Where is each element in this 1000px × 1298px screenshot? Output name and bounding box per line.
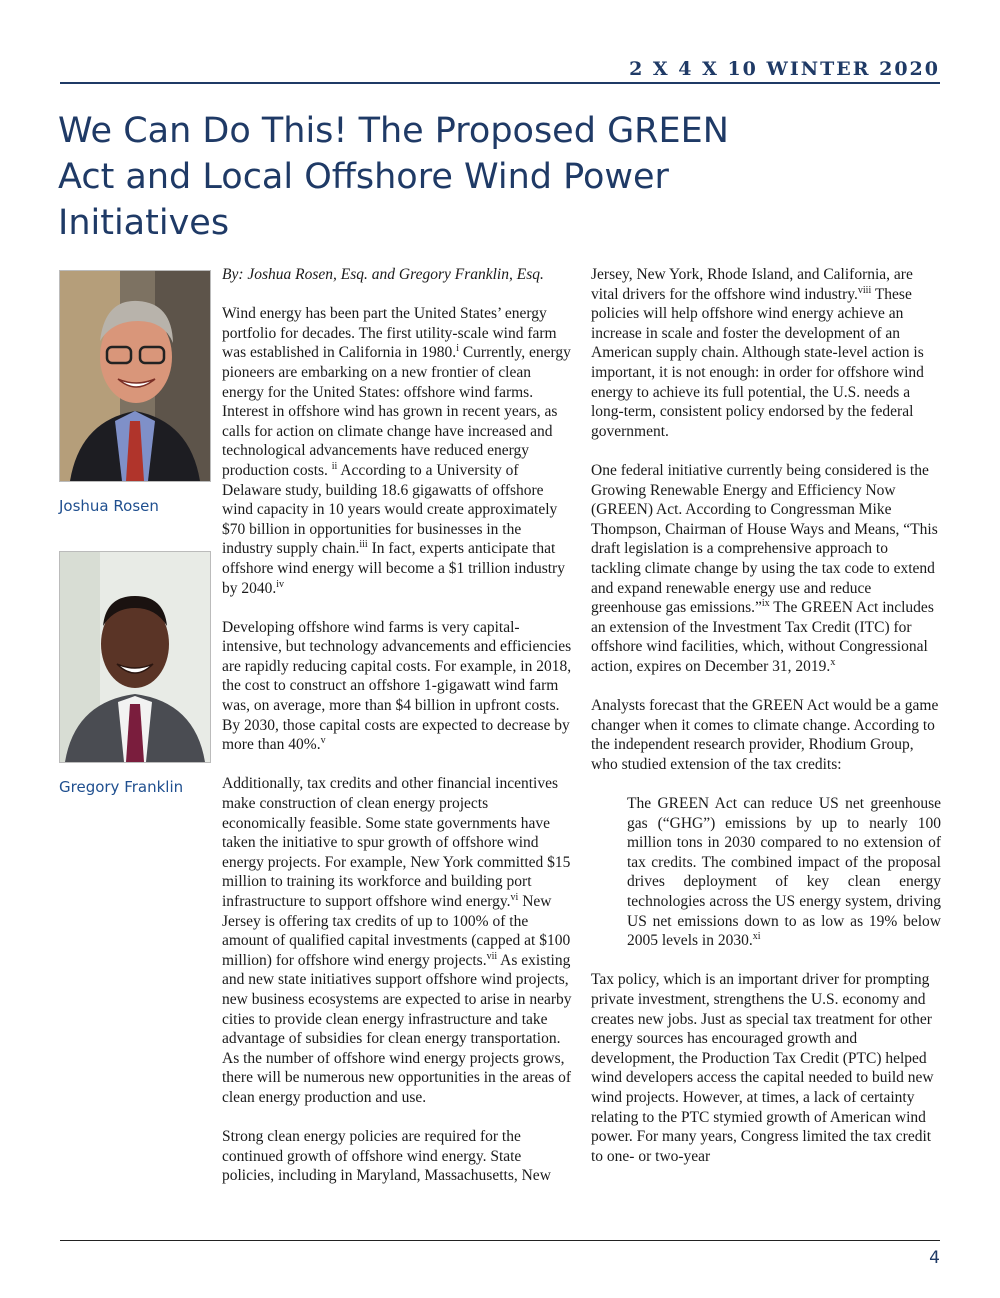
paragraph: Tax policy, which is an important driver for prompting private investment, strengthens the U.S. economy and creates new jobs. Just as special tax treatment for other energy sources has encouraged growth and development, the Production Tax Credit (PTC) helped wind developers access the capital needed to build new wind projects. However, at times, a lack of certainty relating to the PTC stymied growth of American wind power. For many years, Congress limited the tax credit to one- or two-year [591,971,934,1165]
endnote-ref: ii [331,460,338,472]
paragraph: Analysts forecast that the GREEN Act would be a game changer when it comes to climate change. According to the independent research provider, Rhodium Group, who studied extension of the tax credits: [591,697,939,773]
author-photo-joshua-rosen [59,270,211,482]
endnote-ref: iii [359,539,368,551]
article-title [58,108,918,246]
paragraph: Additionally, tax credits and other financial incentives make construction of clean energy projects economically feasible. Some state governments have taken the initiative to spur growth of offshore wind energy projects. For example, New York committed $15 million to training its workforce and building port infrastructure to support offshore wind energy.$^{vi}$ New Jersey is offering tax credits of up to 100% of the amount of qualified capital investments (capped at $100 million) for offshore wind energy projects.$^{vii}$ As existing and new state initiatives support offshore wind projects, new business ecosystems are expected to arise in nearby cities to provide clean energy infrastructure and take advantage of subsidies for clean energy transportation. As the number of offshore wind energy projects grows, there will be numerous new opportunities in the areas of clean energy production and use. [222,775,572,1106]
endnote-ref: iv [276,578,285,590]
title-line: Act and Local Offshore Wind Power [58,157,669,197]
endnote-ref: v [320,735,326,747]
title-line: Initiatives [58,203,230,243]
endnote-ref: xi [752,931,761,943]
page-number: 4 [929,1248,940,1268]
endnote-ref: i [456,343,459,355]
author-photo-gregory-franklin [59,551,211,763]
footer-divider [60,1240,940,1241]
author-caption: Gregory Franklin [59,778,184,796]
block-quote: The GREEN Act can reduce US net greenhouse gas (“GHG”) emissions by up to nearly 100 million tons in 2030 compared to no extension of tax credits. The combined impact of the proposal drives deployment of key clean energy technologies across the US energy system, driving US net emissions down to as low as 19% below 2005 levels in 2030.$^{xi}$ [627,795,941,950]
paragraph: Strong clean energy policies are required for the continued growth of offshore wind energy. State policies, including in Maryland, Massachusetts, New [222,1128,551,1185]
portrait-photo-icon [60,271,210,481]
header-divider [60,82,940,84]
paragraph: Wind energy has been part the United States’ energy portfolio for decades. The first utility-scale wind farm was established in California in 1980.$^i$ Currently, energy pioneers are embarking on a new frontier of clean energy for the United States: offshore wind farms. Interest in offshore wind has grown in recent years, as calls for action on climate change have increased and technological advancements have reduced energy production costs. $^{ii}$ According to a University of Delaware study, building 18.6 gigawatts of offshore wind capacity in 10 years would create approximately $70 billion in opportunities for businesses in the industry supply chain.$^{iii}$ In fact, experts anticipate that offshore wind energy will become a $1 trillion industry by 2040.$^{iv}$ [222,305,571,597]
endnote-ref: vii [486,950,498,962]
endnote-ref: viii [857,284,872,296]
title-line: We Can Do This! The Proposed GREEN [58,111,729,151]
endnote-ref: x [830,656,836,668]
paragraph: One federal initiative currently being considered is the Growing Renewable Energy and Efficiency Now (GREEN) Act. According to Congressman Mike Thompson, Chairman of House Ways and Means, “This draft legislation is a comprehensive approach to tackling climate change by using the tax code to extend and expand renewable energy use and reduce greenhouse gas emissions.”$^{ix}$ The GREEN Act includes an extension of the Investment Tax Credit (ITC) for offshore wind facilities, which, without Congressional action, expires on December 31, 2019.$^x$ [591,461,938,675]
paragraph: Developing offshore wind farms is very capital-intensive, but technology advancements and efficiencies are rapidly reducing capital costs. For example, in 2018, the cost to construct an offshore 1-gigawatt wind farm was, on average, more than $4 billion in upfront costs. By 2030, those capital costs are expected to decrease by more than 40%.$^v$ [222,618,572,754]
byline: By: Joshua Rosen, Esq. and Gregory Franklin, Esq. [222,266,544,283]
endnote-ref: ix [761,598,770,610]
author-caption: Joshua Rosen [59,497,159,515]
portrait-photo-icon [60,552,210,762]
endnote-ref: vi [510,892,519,903]
article-column-right [591,265,941,1186]
article-column-left [222,265,574,1206]
issue-header: 2 X 4 X 10 WINTER 2020 [629,58,940,80]
paragraph: Jersey, New York, Rhode Island, and California, are vital drivers for the offshore wind industry.$^{viii}$ These policies will help offshore wind energy achieve an increase in scale and foster the development of an American supply chain. Although state-level action is important, it is not enough: in order for offshore wind energy to achieve its full potential, the U.S. needs a long-term, consistent policy endorsed by the federal government. [591,266,924,440]
